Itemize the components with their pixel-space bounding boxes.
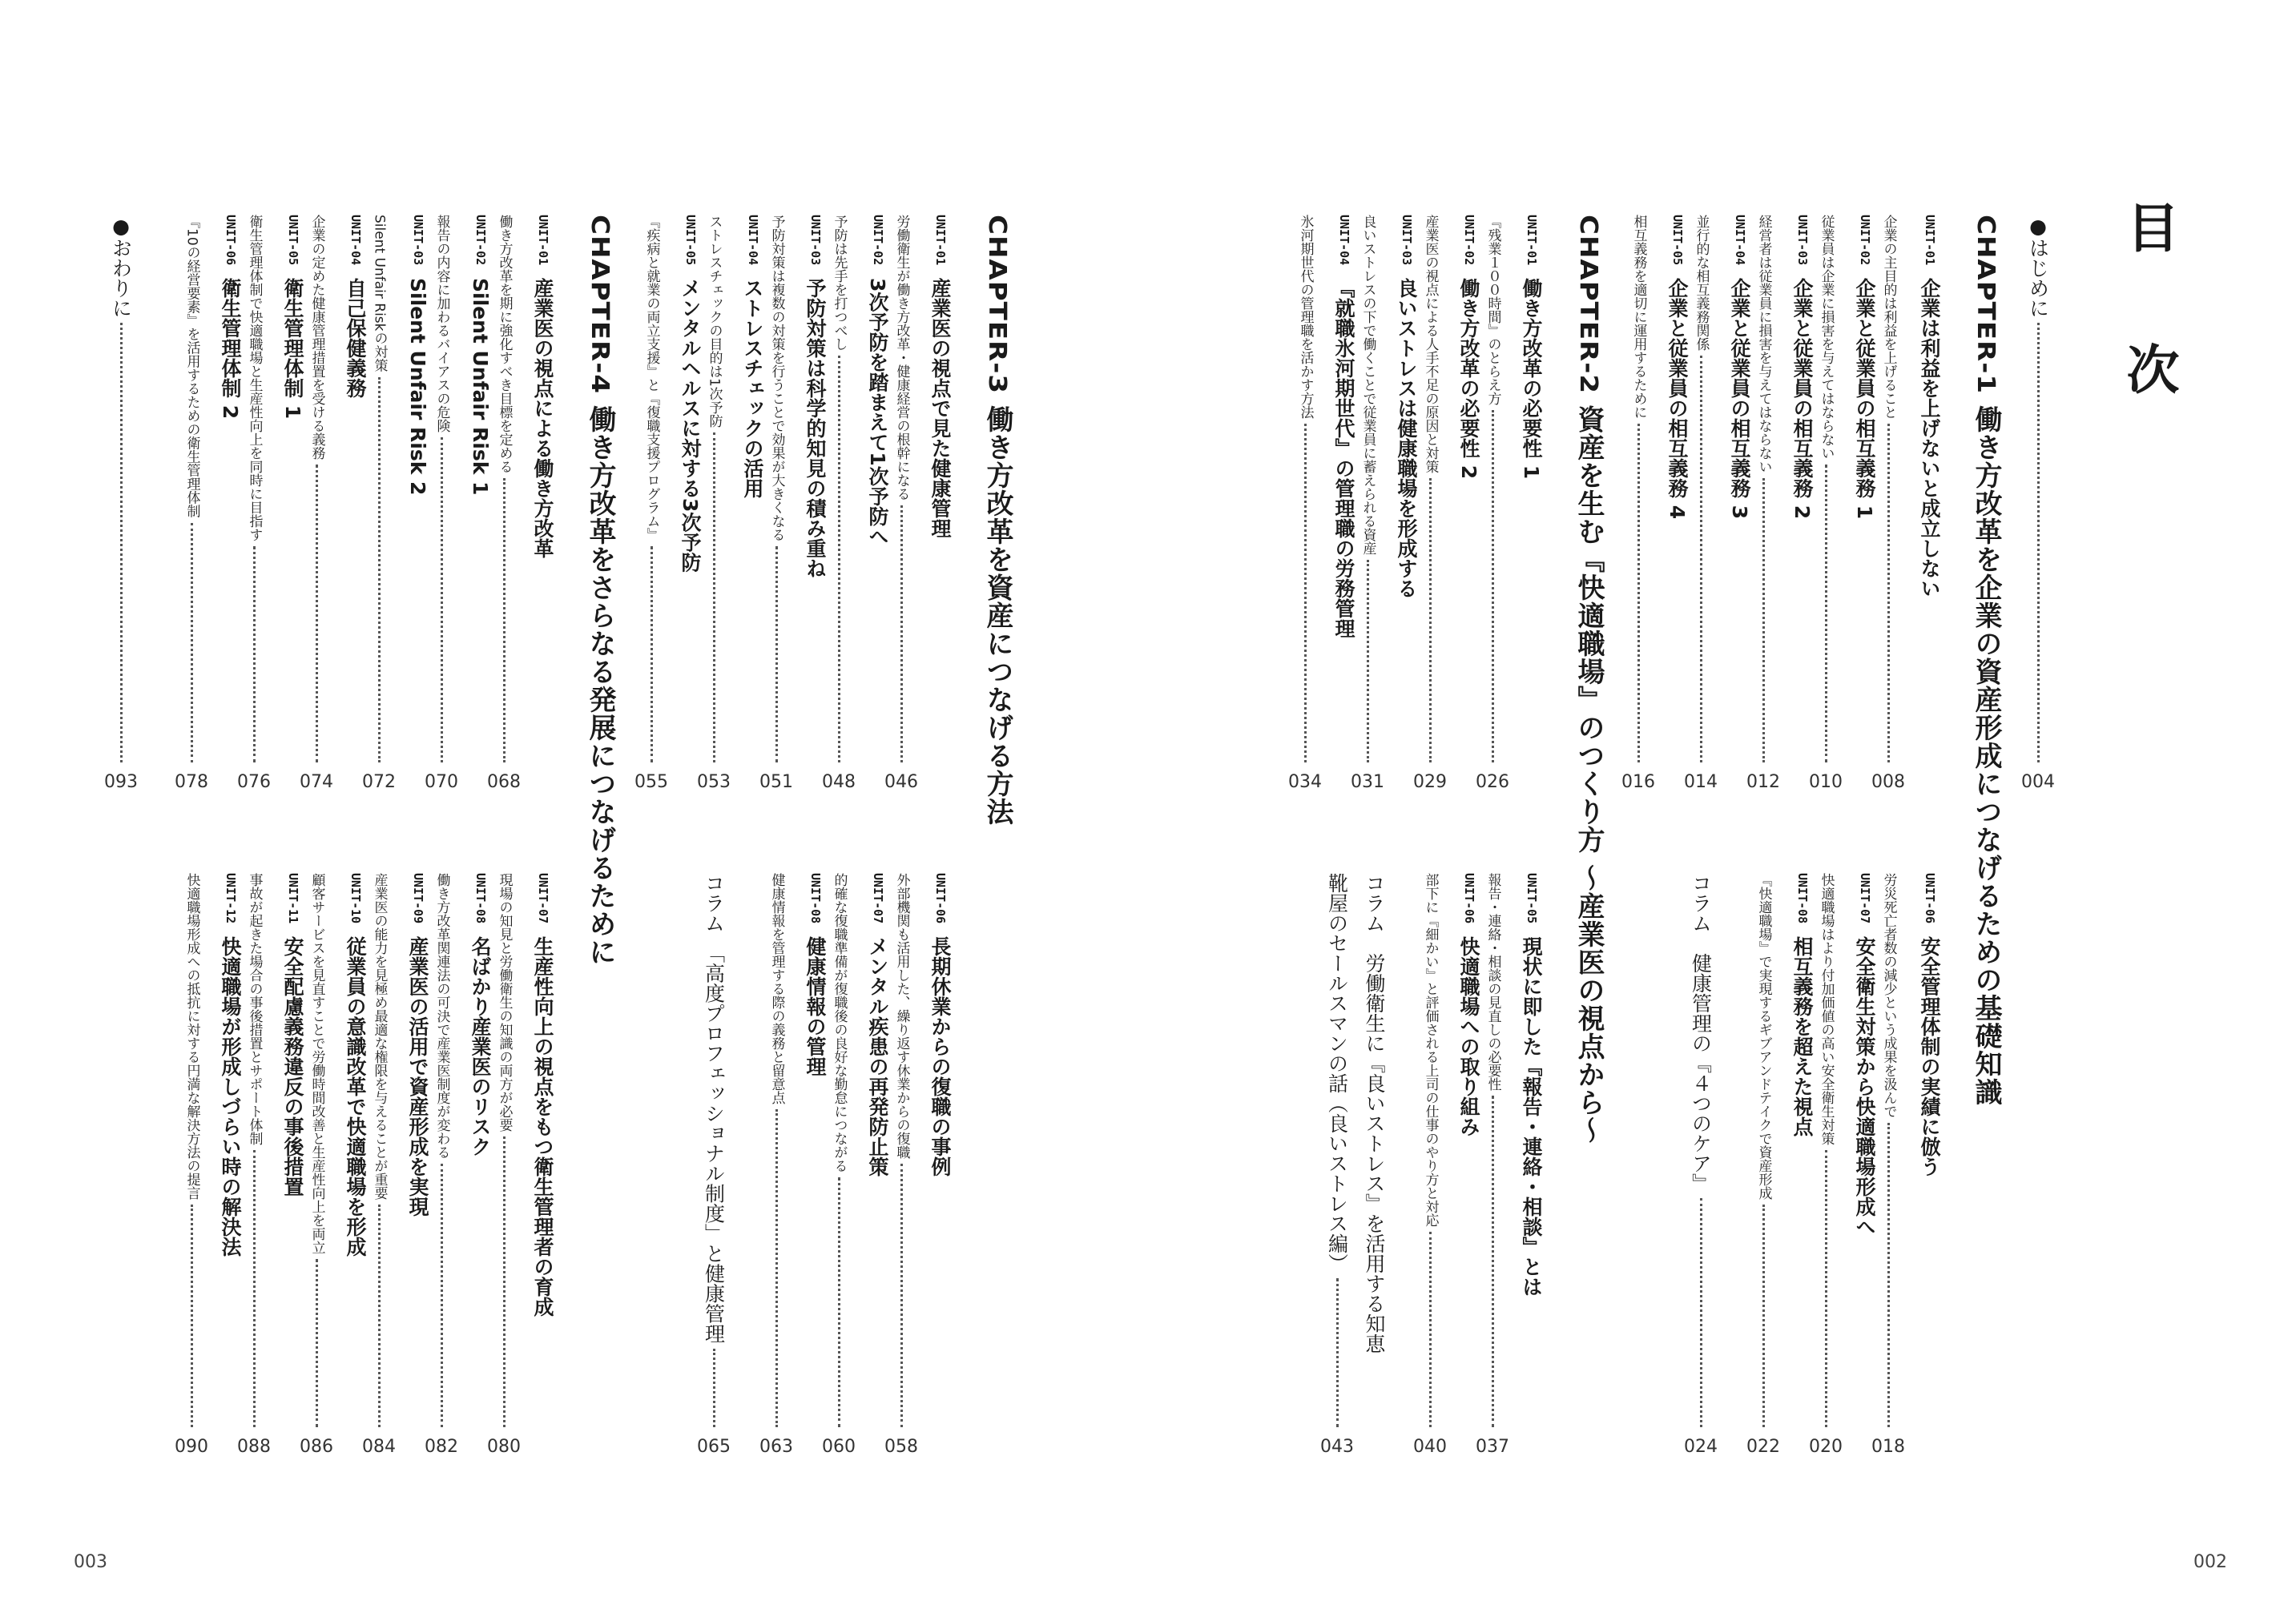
entry-description: 事故が起きた場合の事後措置とサポート体制 — [246, 873, 263, 1145]
toc-entry — [1746, 215, 1780, 792]
entry-title: メンタルヘルスに対する3次予防 — [679, 278, 702, 573]
page-number: 065 — [697, 1437, 731, 1457]
entry-title: ストレスチェックの活用 — [741, 278, 764, 499]
page-number: 088 — [237, 1437, 271, 1457]
unit-number: UNIT-05 — [683, 215, 698, 266]
unit-number: UNIT-08 — [473, 873, 488, 924]
unit-number: UNIT-10 — [348, 873, 363, 924]
leader-dots — [1429, 478, 1432, 762]
entry-title: コラム 健康管理の『４つのケア』 — [1689, 873, 1713, 1193]
toc-entry — [175, 873, 208, 1457]
unit-number: UNIT-06 — [1462, 873, 1476, 924]
entry-description: 衛生管理体制で快適職場と生産性向上を同時に目指す — [246, 215, 263, 541]
entry-description: 産業医の能力を見極め最適な権限を与えることが重要 — [371, 873, 388, 1200]
toc-entry — [336, 215, 365, 791]
toc-entry — [399, 873, 428, 1456]
toc-entry — [1413, 215, 1447, 792]
toc-entry — [461, 873, 490, 1456]
toc-entry — [274, 215, 303, 791]
entry-description: 報告の内容に加わるバイアスの危険 — [433, 215, 450, 432]
toc-title: 目 次 — [2117, 200, 2179, 430]
toc-entry — [1450, 873, 1479, 1456]
leader-dots — [1887, 424, 1890, 762]
leader-dots — [1304, 424, 1307, 762]
page-number: 072 — [362, 772, 396, 792]
folio-right: 002 — [2193, 1552, 2227, 1572]
entry-description: 並行的な相互義務関係 — [1693, 215, 1710, 351]
unit-number: UNIT-01 — [536, 215, 550, 266]
toc-entry — [1684, 215, 1718, 792]
leader-dots — [713, 432, 715, 762]
unit-number: UNIT-01 — [1923, 215, 1937, 266]
toc-entry — [1721, 215, 1750, 791]
unit-number: UNIT-04 — [746, 215, 760, 266]
toc-entry — [796, 873, 825, 1456]
leader-dots — [1762, 1205, 1765, 1427]
toc-entry — [1746, 873, 1780, 1457]
entry-title: 予防対策は科学的知見の積み重ね — [804, 278, 827, 579]
toc-entry — [1450, 215, 1479, 791]
leader-dots — [1700, 356, 1702, 762]
toc-entry — [1871, 873, 1905, 1457]
entry-description: 予防対策は複数の対策を行うことで効果が大きくなる — [768, 215, 785, 541]
leader-dots — [316, 465, 318, 762]
toc-entry — [237, 873, 271, 1457]
entry-description: 『10の経営要素』を活用するための衛生管理体制 — [183, 215, 200, 518]
page-number: 020 — [1809, 1437, 1843, 1457]
entry-description: 報告・連絡・相談の見直しの必要性 — [1484, 873, 1501, 1091]
entry-description: 部下に『細かい』と評価される上司の仕事のやり方と対応 — [1422, 873, 1439, 1227]
toc-entry — [884, 215, 918, 792]
entry-title: 快適職場が形成しづらい時の解決法 — [219, 936, 242, 1257]
toc-entry — [1325, 215, 1354, 791]
unit-number: UNIT-06 — [933, 873, 948, 924]
unit-number: UNIT-03 — [1795, 215, 1810, 266]
leader-dots — [1762, 478, 1765, 762]
page-number: 004 — [2021, 772, 2055, 792]
leader-dots — [775, 546, 778, 762]
unit-number: UNIT-01 — [1525, 215, 1539, 266]
leader-dots — [378, 377, 381, 762]
page-number: 014 — [1684, 772, 1718, 792]
page-number: 076 — [237, 772, 271, 792]
page-number: 040 — [1413, 1437, 1447, 1457]
leader-dots — [441, 437, 443, 762]
leader-dots — [900, 505, 903, 762]
page-number: 046 — [884, 772, 918, 792]
toc-entry — [1513, 215, 1541, 791]
page-number: 084 — [362, 1437, 396, 1457]
toc-entry — [1476, 873, 1509, 1457]
leader-dots — [503, 1136, 506, 1427]
entry-title: 名ばかり産業医のリスク — [469, 936, 492, 1157]
unit-number: UNIT-08 — [808, 873, 823, 924]
leader-dots — [1492, 410, 1494, 762]
entry-description: 快適職場形成への抵抗に対する円満な解決方法の提言 — [183, 873, 200, 1200]
entry-title: 衛生管理体制 2 — [219, 278, 242, 420]
page-number: 063 — [759, 1437, 793, 1457]
toc-entry — [1561, 215, 1605, 1144]
toc-entry — [634, 215, 668, 792]
entry-description: 現場の知見と労働衛生の知識の両方が必要 — [496, 873, 513, 1132]
unit-number: UNIT-08 — [1795, 873, 1810, 924]
entry-description: 企業の定めた健康管理措置を受ける義務 — [308, 215, 325, 460]
chapter-number: CHAPTER-4 — [586, 215, 614, 395]
toc-entry — [697, 873, 731, 1457]
page-number: 068 — [487, 772, 521, 792]
leader-dots — [1637, 424, 1640, 762]
toc-entry — [697, 215, 731, 792]
toc-entry — [921, 873, 950, 1456]
entry-title: 安全管理体制の実績に倣う — [1918, 936, 1941, 1177]
toc-entry — [759, 215, 793, 792]
unit-number: UNIT-06 — [224, 215, 238, 266]
page-number: 082 — [425, 1437, 458, 1457]
entry-title: コラム 「高度プロフェッショナル制度」と健康管理 — [702, 873, 726, 1344]
page-number: 022 — [1746, 1437, 1780, 1457]
entry-description: 労災死亡者数の減少という成果を汲んで — [1880, 873, 1897, 1118]
toc-entry — [461, 215, 490, 791]
toc-entry — [1684, 873, 1718, 1457]
toc-entry — [1958, 215, 2002, 1107]
leader-dots — [1887, 1123, 1890, 1427]
entry-description: 経営者は従業員に損害を与えてはならない — [1755, 215, 1772, 473]
leader-dots — [1429, 1232, 1432, 1427]
entry-description: 企業の主目的は利益を上げること — [1880, 215, 1897, 419]
leader-dots — [1367, 560, 1369, 762]
entry-title: 産業医の活用で資産形成を実現 — [406, 936, 429, 1217]
entry-title: ●おわりに — [109, 215, 133, 318]
toc-entry — [336, 873, 365, 1456]
toc-entry — [859, 873, 888, 1456]
entry-title: コラム 労働衛生に『良いストレス』を活用する知恵 — [1363, 873, 1386, 1354]
unit-number: UNIT-02 — [871, 215, 885, 266]
entry-title: 靴屋のセールスマンの話（良いストレス編） — [1325, 873, 1349, 1273]
chapter-number: CHAPTER-3 — [983, 215, 1012, 395]
toc-entry — [237, 215, 271, 792]
leader-dots — [2037, 323, 2040, 762]
unit-number: UNIT-01 — [933, 215, 948, 266]
entry-title: 良いストレスは健康職場を形成する — [1395, 278, 1418, 599]
toc-entry — [969, 215, 1013, 827]
toc-entry — [1413, 873, 1447, 1457]
toc-entry — [1288, 215, 1322, 792]
toc-entry — [362, 215, 396, 792]
toc-entry — [274, 873, 303, 1456]
toc-entry — [1846, 873, 1875, 1456]
leader-dots — [1336, 1278, 1339, 1427]
entry-title: ●はじめに — [2026, 215, 2050, 318]
unit-number: UNIT-04 — [1733, 215, 1747, 266]
entry-title: 安全衛生対策から快適職場形成へ — [1853, 936, 1876, 1237]
page-number: 008 — [1871, 772, 1905, 792]
toc-entry — [1809, 215, 1843, 792]
page-number: 093 — [104, 772, 138, 792]
entry-description: 『残業１００時間』のとらえ方 — [1484, 215, 1501, 405]
entry-title: 従業員の意識改革で快適職場を形成 — [344, 936, 367, 1257]
page-number: 010 — [1809, 772, 1843, 792]
toc-entry — [1658, 215, 1687, 791]
page-number: 074 — [300, 772, 333, 792]
unit-number: UNIT-07 — [871, 873, 885, 924]
page-number: 048 — [822, 772, 856, 792]
toc-entry — [1351, 215, 1384, 792]
entry-description: 予防は先手を打つべし — [831, 215, 848, 351]
entry-title: 快適職場への取り組み — [1457, 936, 1480, 1137]
toc-entry — [759, 873, 793, 1457]
page-number: 016 — [1621, 772, 1655, 792]
chapter-number: CHAPTER-2 — [1574, 215, 1603, 395]
leader-dots — [838, 356, 840, 762]
unit-number: UNIT-02 — [1462, 215, 1476, 266]
page-number: 037 — [1476, 1437, 1509, 1457]
leader-dots — [713, 1349, 715, 1428]
leader-dots — [316, 1259, 318, 1427]
leader-dots — [900, 1164, 903, 1427]
entry-description: 労働衛生が働き方改革・健康経営の根幹になる — [893, 215, 910, 501]
entry-title: 『就職氷河期世代』の管理職の労務管理 — [1332, 278, 1355, 639]
leader-dots — [1825, 465, 1827, 762]
chapter-title: 働き方改革を資産につなげる方法 — [981, 405, 1013, 827]
toc-entry — [362, 873, 396, 1457]
leader-dots — [191, 1205, 193, 1427]
toc-entry — [796, 215, 825, 791]
entry-title: 企業と従業員の相互義務 1 — [1853, 278, 1876, 520]
entry-title: 企業と従業員の相互義務 2 — [1790, 278, 1814, 520]
entry-title: 長期休業からの復職の事例 — [928, 936, 952, 1177]
toc-entry — [1809, 873, 1843, 1457]
entry-title: 健康情報の管理 — [804, 936, 827, 1077]
leader-dots — [378, 1205, 381, 1427]
entry-title: 産業医の視点で見た健康管理 — [928, 278, 952, 539]
toc-entry — [300, 873, 333, 1457]
page-number: 026 — [1476, 772, 1509, 792]
page-number: 051 — [759, 772, 793, 792]
toc-entry — [487, 215, 521, 792]
toc-entry — [487, 873, 521, 1457]
leader-dots — [503, 478, 506, 762]
unit-number: UNIT-11 — [286, 873, 300, 924]
toc-entry — [884, 873, 918, 1457]
leader-dots — [651, 546, 653, 762]
toc-entry — [734, 215, 763, 791]
toc-entry — [1846, 215, 1875, 791]
toc-entry — [399, 215, 428, 791]
entry-title: 安全配慮義務違反の事後措置 — [281, 936, 304, 1197]
toc-entry — [524, 873, 553, 1456]
entry-title: 産業医の視点による働き方改革 — [531, 278, 554, 559]
leader-dots — [838, 1177, 840, 1427]
chapter-number: CHAPTER-1 — [1972, 215, 2000, 395]
entry-title: 働き方改革の必要性 2 — [1457, 278, 1480, 480]
entry-description: 外部機関も活用した、繰り返す休業からの復職 — [893, 873, 910, 1159]
unit-number: UNIT-05 — [1525, 873, 1539, 924]
entry-title: 現状に即した『報告・連絡・相談』とは — [1520, 936, 1543, 1297]
entry-description: 氷河期世代の管理職を活かす方法 — [1297, 215, 1314, 419]
unit-number: UNIT-02 — [473, 215, 488, 266]
entry-description: Silent Unfair Riskの対策 — [371, 215, 388, 372]
toc-entry — [822, 215, 856, 792]
leader-dots — [120, 323, 123, 762]
entry-description: 従業員は企業に損害を与えてはならない — [1818, 215, 1835, 460]
entry-title: 衛生管理体制 1 — [281, 278, 304, 420]
entry-description: ストレスチェックの目的は1次予防 — [706, 215, 723, 428]
toc-entry — [921, 215, 950, 791]
page-number: 055 — [634, 772, 668, 792]
entry-description: 『快適職場』で実現するギブアンドテイクで資産形成 — [1755, 873, 1772, 1200]
entry-title: 働き方改革の必要性 1 — [1520, 278, 1543, 480]
page-number: 012 — [1746, 772, 1780, 792]
toc-entry — [1621, 215, 1655, 792]
toc-entry — [425, 873, 458, 1457]
entry-description: 快適職場はより付加価値の高い安全衛生対策 — [1818, 873, 1835, 1145]
page-number: 034 — [1288, 772, 1322, 792]
toc-entry — [175, 215, 208, 792]
toc-entry — [211, 873, 240, 1456]
toc-entry — [1388, 215, 1416, 791]
toc-entry — [1476, 215, 1509, 792]
chapter-title: 働き方改革を企業の資産形成につなげるための基礎知識 — [1970, 405, 2002, 1107]
leader-dots — [441, 1164, 443, 1427]
leader-dots — [1492, 1096, 1494, 1427]
page-number: 060 — [822, 1437, 856, 1457]
entry-description: 良いストレスの下で働くことで従業員に蓄えられる資産 — [1359, 215, 1376, 555]
unit-number: UNIT-05 — [1670, 215, 1685, 266]
toc-entry — [1320, 873, 1354, 1457]
page-number: 018 — [1871, 1437, 1905, 1457]
unit-number: UNIT-07 — [1858, 873, 1872, 924]
entry-title: 企業と従業員の相互義務 4 — [1666, 278, 1689, 520]
page-number: 078 — [175, 772, 208, 792]
unit-number: UNIT-09 — [411, 873, 425, 924]
toc-entry — [1513, 873, 1541, 1456]
entry-description: 相互義務を適切に運用するために — [1630, 215, 1647, 419]
page-number: 031 — [1351, 772, 1384, 792]
toc-entry — [211, 215, 240, 791]
page-number: 029 — [1413, 772, 1447, 792]
page-number: 053 — [697, 772, 731, 792]
entry-title: 企業と従業員の相互義務 3 — [1728, 278, 1751, 520]
unit-number: UNIT-02 — [1858, 215, 1872, 266]
page-number: 043 — [1320, 1437, 1354, 1457]
unit-number: UNIT-05 — [286, 215, 300, 266]
toc-entry — [524, 215, 553, 791]
unit-number: UNIT-06 — [1923, 873, 1937, 924]
toc-entry — [1871, 215, 1905, 792]
toc-entry — [300, 215, 333, 792]
entry-title: メンタル疾患の再発防止策 — [866, 936, 889, 1177]
leader-dots — [253, 1150, 256, 1427]
entry-title: 生産性向上の視点をもつ衛生管理者の育成 — [531, 936, 554, 1317]
entry-description: 産業医の視点による人手不足の原因と対策 — [1422, 215, 1439, 473]
page-number: 086 — [300, 1437, 333, 1457]
toc-entry — [104, 215, 138, 792]
entry-title: 自己保健義務 — [344, 278, 367, 399]
entry-title: 企業は利益を上げないと成立しない — [1918, 278, 1941, 599]
page-number: 024 — [1684, 1437, 1718, 1457]
entry-description: 顧客サービスを見直すことで労働時間改善と生産性向上を両立 — [308, 873, 325, 1254]
toc-entry — [1355, 873, 1384, 1456]
entry-description: 健康情報を管理する際の義務と留意点 — [768, 873, 785, 1104]
toc-entry — [2021, 215, 2055, 792]
toc-entry — [1911, 215, 1940, 791]
page-number: 058 — [884, 1437, 918, 1457]
unit-number: UNIT-04 — [348, 215, 363, 266]
toc-entry — [1911, 873, 1940, 1456]
page-number: 070 — [425, 772, 458, 792]
toc-entry — [859, 215, 888, 791]
unit-number: UNIT-07 — [536, 873, 550, 924]
toc-entry — [822, 873, 856, 1457]
leader-dots — [775, 1109, 778, 1427]
page-number: 080 — [487, 1437, 521, 1457]
entry-description: 的確な復職準備が復職後の良好な勤怠につながる — [831, 873, 848, 1173]
unit-number: UNIT-03 — [1400, 215, 1414, 266]
toc-entry — [572, 215, 616, 967]
leader-dots — [1825, 1150, 1827, 1427]
entry-description: 働き方改革を期に強化すべき目標を定める — [496, 215, 513, 473]
entry-title: 3次予防を踏まえて1次予防へ — [866, 278, 889, 547]
page-number: 090 — [175, 1437, 208, 1457]
entry-title: 相互義務を超えた視点 — [1790, 936, 1814, 1137]
leader-dots — [1700, 1198, 1702, 1427]
unit-number: UNIT-12 — [224, 873, 238, 924]
unit-number: UNIT-03 — [808, 215, 823, 266]
chapter-title: 資産を生む『快適職場』のつくり方 ～産業医の視点から～ — [1573, 405, 1605, 1144]
entry-title: Silent Unfair Risk 2 — [406, 278, 429, 496]
leader-dots — [253, 546, 256, 762]
toc-entry — [425, 215, 458, 792]
chapter-title: 働き方改革をさらなる発展につなげるために — [584, 405, 616, 967]
entry-description: 『疾病と就業の両立支援』と『復職支援プログラム』 — [643, 215, 660, 541]
entry-description: 働き方改革関連法の可決で産業医制度が変わる — [433, 873, 450, 1159]
entry-title: Silent Unfair Risk 1 — [469, 278, 492, 496]
unit-number: UNIT-03 — [411, 215, 425, 266]
leader-dots — [191, 523, 193, 762]
unit-number: UNIT-04 — [1337, 215, 1351, 266]
folio-left: 003 — [74, 1552, 107, 1572]
toc-entry — [671, 215, 700, 791]
toc-entry — [1783, 215, 1812, 791]
toc-entry — [1783, 873, 1812, 1456]
